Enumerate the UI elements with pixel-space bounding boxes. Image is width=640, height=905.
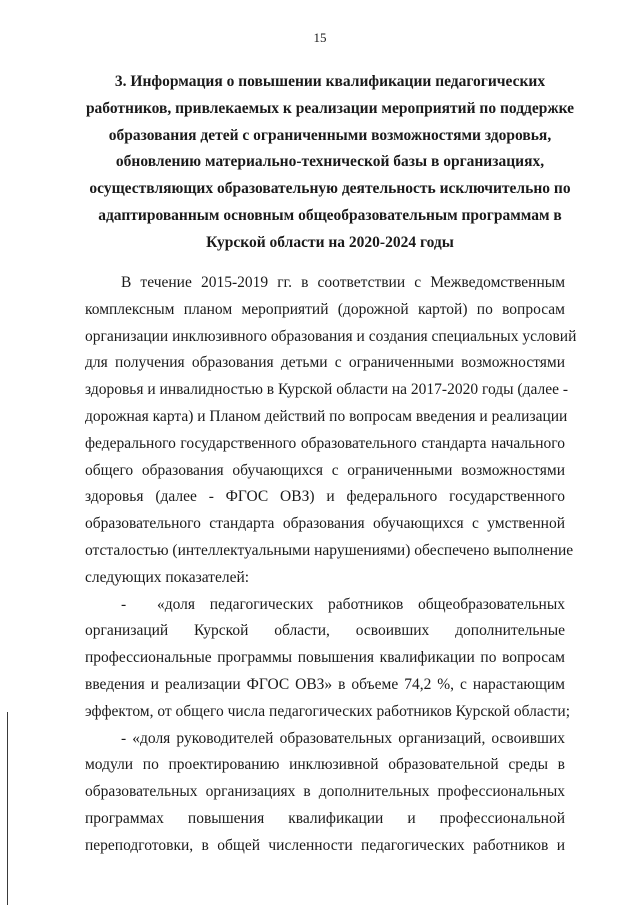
bullet-line: организаций Курской области, освоивших дополнительные [85, 622, 565, 640]
paragraph-line: федерального государственного образовательного стандарта начального [85, 434, 565, 452]
bullet-first-line: - «доля руководителей образовательных организаций, освоивших [121, 729, 565, 747]
heading-line: обновлению материально-технической базы в организациях, [115, 153, 545, 171]
heading-line: образования детей с ограниченными возможностями здоровья, [108, 126, 552, 144]
paragraph-line: организации инклюзивного образования и создания специальных условий [85, 327, 577, 345]
paragraph-line: для получения образования детьми с ограниченными возможностями [85, 354, 565, 372]
paragraph-line: общего образования обучающихся с ограниченными возможностями [85, 461, 565, 479]
margin-rule [7, 712, 8, 905]
bullet-item [85, 726, 565, 860]
intro-paragraph [85, 270, 577, 592]
paragraph-line: образовательного стандарта образования обучающихся с умственной [85, 515, 565, 533]
heading-line: Курской области на 2020-2024 годы [206, 233, 454, 251]
bullet-line: образовательных организациях в дополнительных профессиональных [85, 783, 565, 801]
paragraph-line: здоровья и инвалидностью в Курской области на 2017-2020 годы (далее - [85, 381, 569, 399]
bullet-text: «доля педагогических работников общеобразовательных [157, 595, 565, 613]
section-heading [72, 69, 588, 257]
paragraph-line: В течение 2015-2019 гг. в соответствии с Межведомственным [121, 274, 565, 291]
paragraph-line: следующих показателей: [85, 568, 250, 586]
bullet-item [85, 592, 570, 726]
paragraph-line: отсталостью (интеллектуальными нарушениями) обеспечено выполнение [85, 541, 574, 559]
paragraph-line: здоровья (далее - ФГОС ОВЗ) и федерального государственного [85, 488, 565, 506]
page-number: 15 [313, 30, 327, 45]
bullet-line: программах повышения квалификации и профессиональной [85, 809, 565, 827]
bullet-line: переподготовки, в общей численности педагогических работников и [85, 836, 565, 854]
bullet-line: профессиональные программы повышения квалификации по вопросам [85, 649, 565, 667]
bullet-marker: - [121, 595, 127, 613]
bullet-line: введения и реализации ФГОС ОВЗ» в объеме 74,2 %, с нарастающим [85, 675, 565, 693]
heading-line: работников, привлекаемых к реализации мероприятий по поддержке [85, 99, 575, 117]
heading-line: осуществляющих образовательную деятельность исключительно по [89, 180, 571, 198]
bullet-first-line [85, 592, 565, 619]
heading-line: адаптированным основным общеобразовательным программам в [98, 206, 562, 224]
paragraph-line: комплексным планом мероприятий (дорожной картой) по вопросам [85, 300, 565, 318]
bullet-line: модули по проектированию инклюзивной образовательной среды в [85, 756, 565, 774]
body-text [85, 270, 577, 860]
paragraph-line: дорожная карта) и Планом действий по вопросам введения и реализации [85, 407, 568, 425]
heading-line: 3. Информация о повышении квалификации педагогических [114, 73, 546, 90]
bullet-line: эффектом, от общего числа педагогических работников Курской области; [85, 702, 570, 720]
